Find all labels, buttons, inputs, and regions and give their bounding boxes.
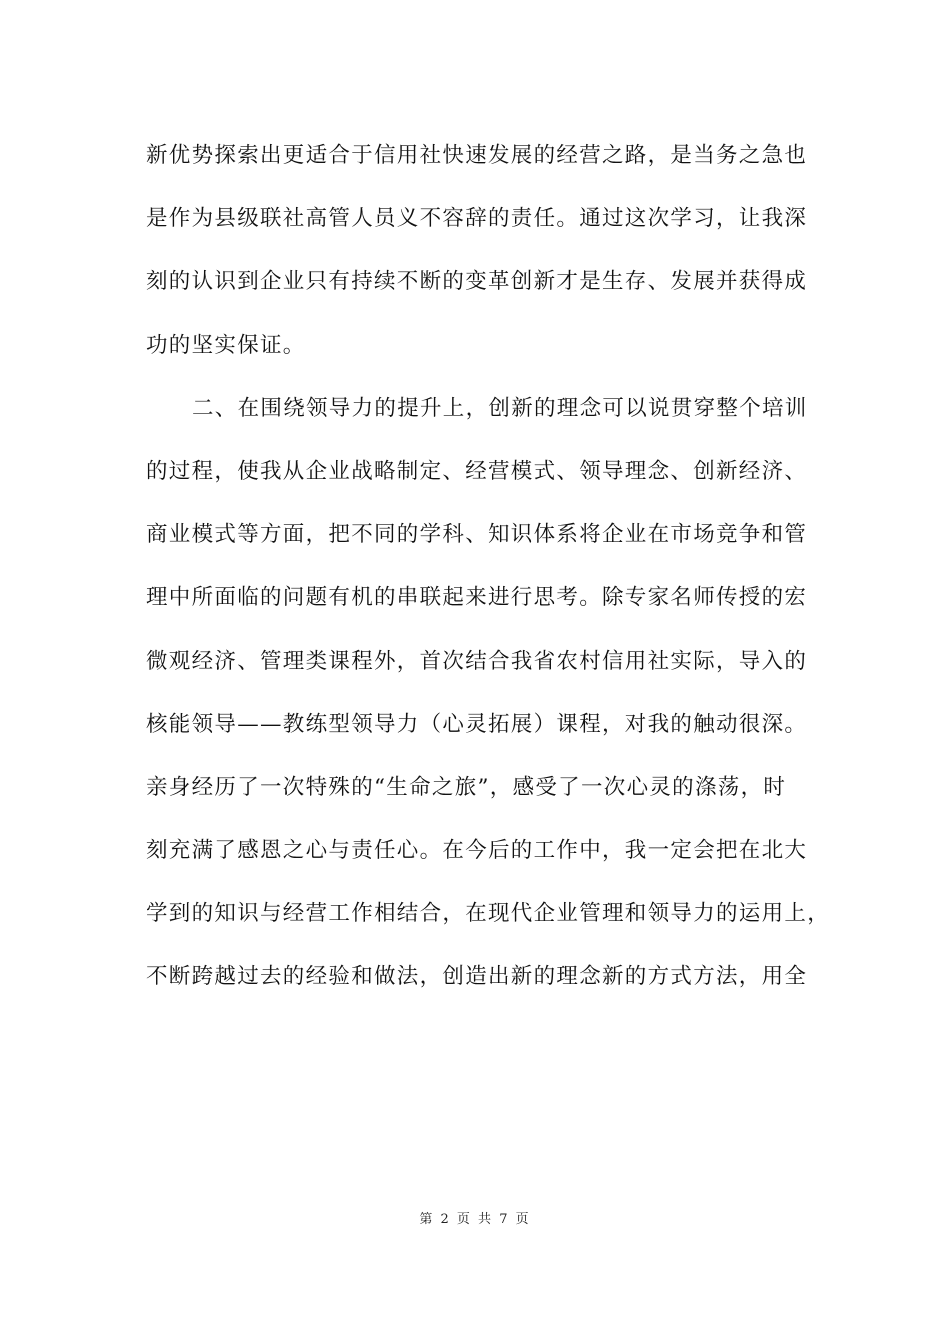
text-line: 学到的知识与经营工作相结合，在现代企业管理和领导力的运用上， <box>146 901 831 927</box>
text-line: 核能领导——教练型领导力（心灵拓展）课程，对我的触动很深。 <box>146 711 808 737</box>
paragraph-start-line: 二、在围绕领导力的提升上，创新的理念可以说贯穿整个培训 <box>192 395 808 421</box>
body-text <box>146 131 831 1016</box>
text-line: 刻充满了感恩之心与责任心。在今后的工作中，我一定会把在北大 <box>146 838 808 864</box>
text-line: 商业模式等方面，把不同的学科、知识体系将企业在市场竞争和管 <box>146 522 808 548</box>
text-line: 不断跨越过去的经验和做法，创造出新的理念新的方式方法，用全 <box>146 964 808 990</box>
text-line: 是作为县级联社高管人员义不容辞的责任。通过这次学习，让我深 <box>146 206 808 232</box>
text-line: 新优势探索出更适合于信用社快速发展的经营之路，是当务之急也 <box>146 143 808 168</box>
text-line: 功的坚实保证。 <box>146 332 306 358</box>
text-line: 刻的认识到企业只有持续不断的变革创新才是生存、发展并获得成 <box>146 269 808 295</box>
page-footer <box>0 1208 950 1227</box>
page-number: 第 2 页 共 7 页 <box>419 1212 531 1227</box>
text-line: 理中所面临的问题有机的串联起来进行思考。除专家名师传授的宏 <box>146 585 808 611</box>
text-line: 亲身经历了一次特殊的“生命之旅”，感受了一次心灵的涤荡，时 <box>146 774 787 800</box>
text-line: 的过程，使我从企业战略制定、经营模式、领导理念、创新经济、 <box>146 458 808 484</box>
text-line: 微观经济、管理类课程外，首次结合我省农村信用社实际，导入的 <box>146 648 808 674</box>
